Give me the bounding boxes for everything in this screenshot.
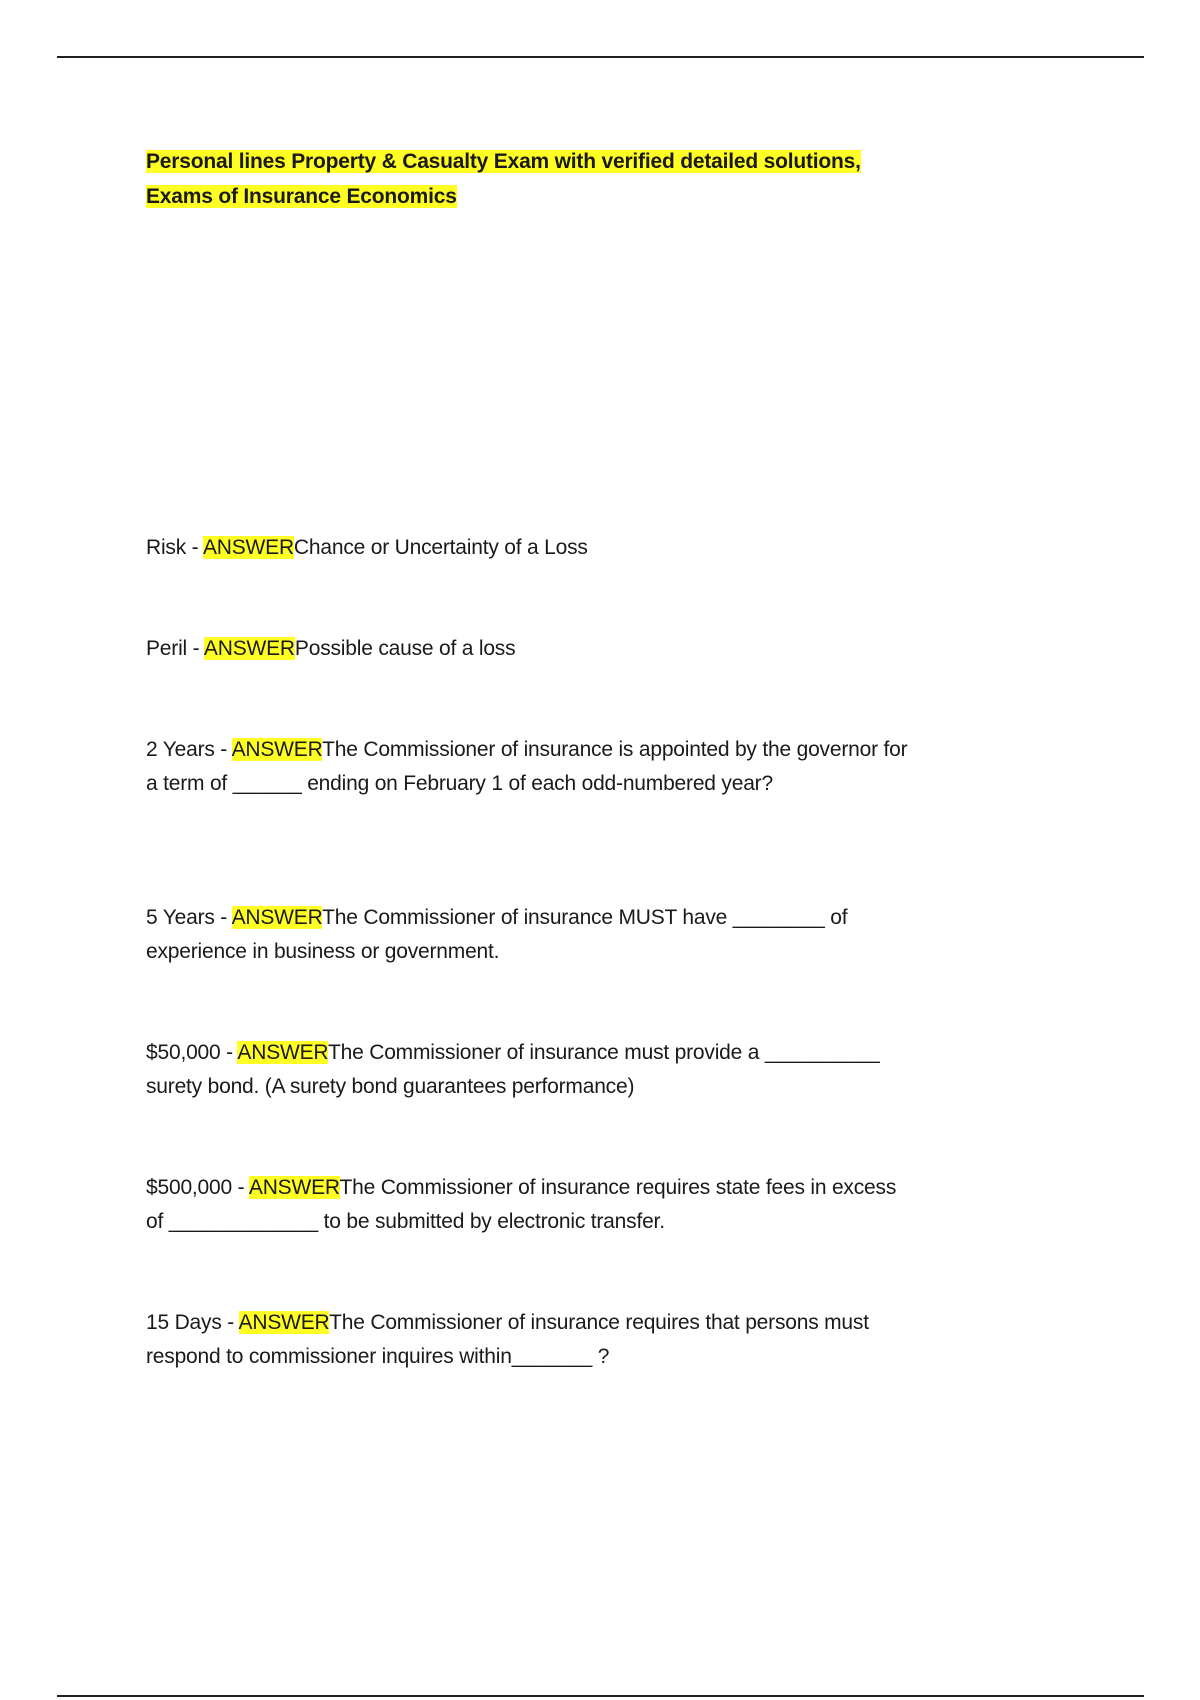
bottom-rule: [57, 1695, 1144, 1697]
qa-item-15-days: [146, 1306, 916, 1374]
qa-item-5-years: [146, 901, 916, 969]
qa-term: $500,000 -: [146, 1176, 249, 1199]
qa-item-peril: [146, 632, 916, 666]
qa-term: Peril -: [146, 637, 204, 660]
qa-answer: Chance or Uncertainty of a Loss: [293, 536, 588, 559]
answer-marker: ANSWER: [237, 1041, 329, 1064]
document-title: [146, 144, 906, 214]
qa-answer: The Commissioner of insurance must provide a __________ surety bond. (A surety bond guarantees performance): [146, 1041, 880, 1098]
qa-item-500000: [146, 1171, 916, 1239]
document-title-text: Personal lines Property & Casualty Exam with verified detailed solutions, Exams of Insurance Economics: [146, 150, 861, 208]
answer-marker: ANSWER: [238, 1311, 330, 1334]
answer-marker: ANSWER: [231, 738, 323, 761]
qa-term: 15 Days -: [146, 1311, 239, 1334]
answer-marker: ANSWER: [231, 906, 323, 929]
qa-answer: The Commissioner of insurance requires state fees in excess of _____________ to be submitted by electronic transfer.: [146, 1176, 897, 1233]
qa-term: Risk -: [146, 536, 203, 559]
qa-answer: The Commissioner of insurance is appointed by the governor for a term of ______ ending on February 1 of each odd-numbered year?: [146, 738, 908, 795]
top-rule: [57, 56, 1144, 58]
answer-marker: ANSWER: [203, 637, 295, 660]
qa-answer: The Commissioner of insurance requires that persons must respond to commissioner inquires within_______ ?: [146, 1311, 869, 1368]
qa-answer: The Commissioner of insurance MUST have ________ of experience in business or government.: [146, 906, 848, 963]
qa-term: $50,000 -: [146, 1041, 238, 1064]
answer-marker: ANSWER: [202, 536, 294, 559]
qa-item-2-years: [146, 733, 916, 801]
qa-answer: Possible cause of a loss: [294, 637, 516, 660]
qa-item-risk: [146, 531, 916, 565]
qa-term: 5 Years -: [146, 906, 232, 929]
qa-term: 2 Years -: [146, 738, 232, 761]
qa-item-50000: [146, 1036, 916, 1104]
answer-marker: ANSWER: [248, 1176, 340, 1199]
